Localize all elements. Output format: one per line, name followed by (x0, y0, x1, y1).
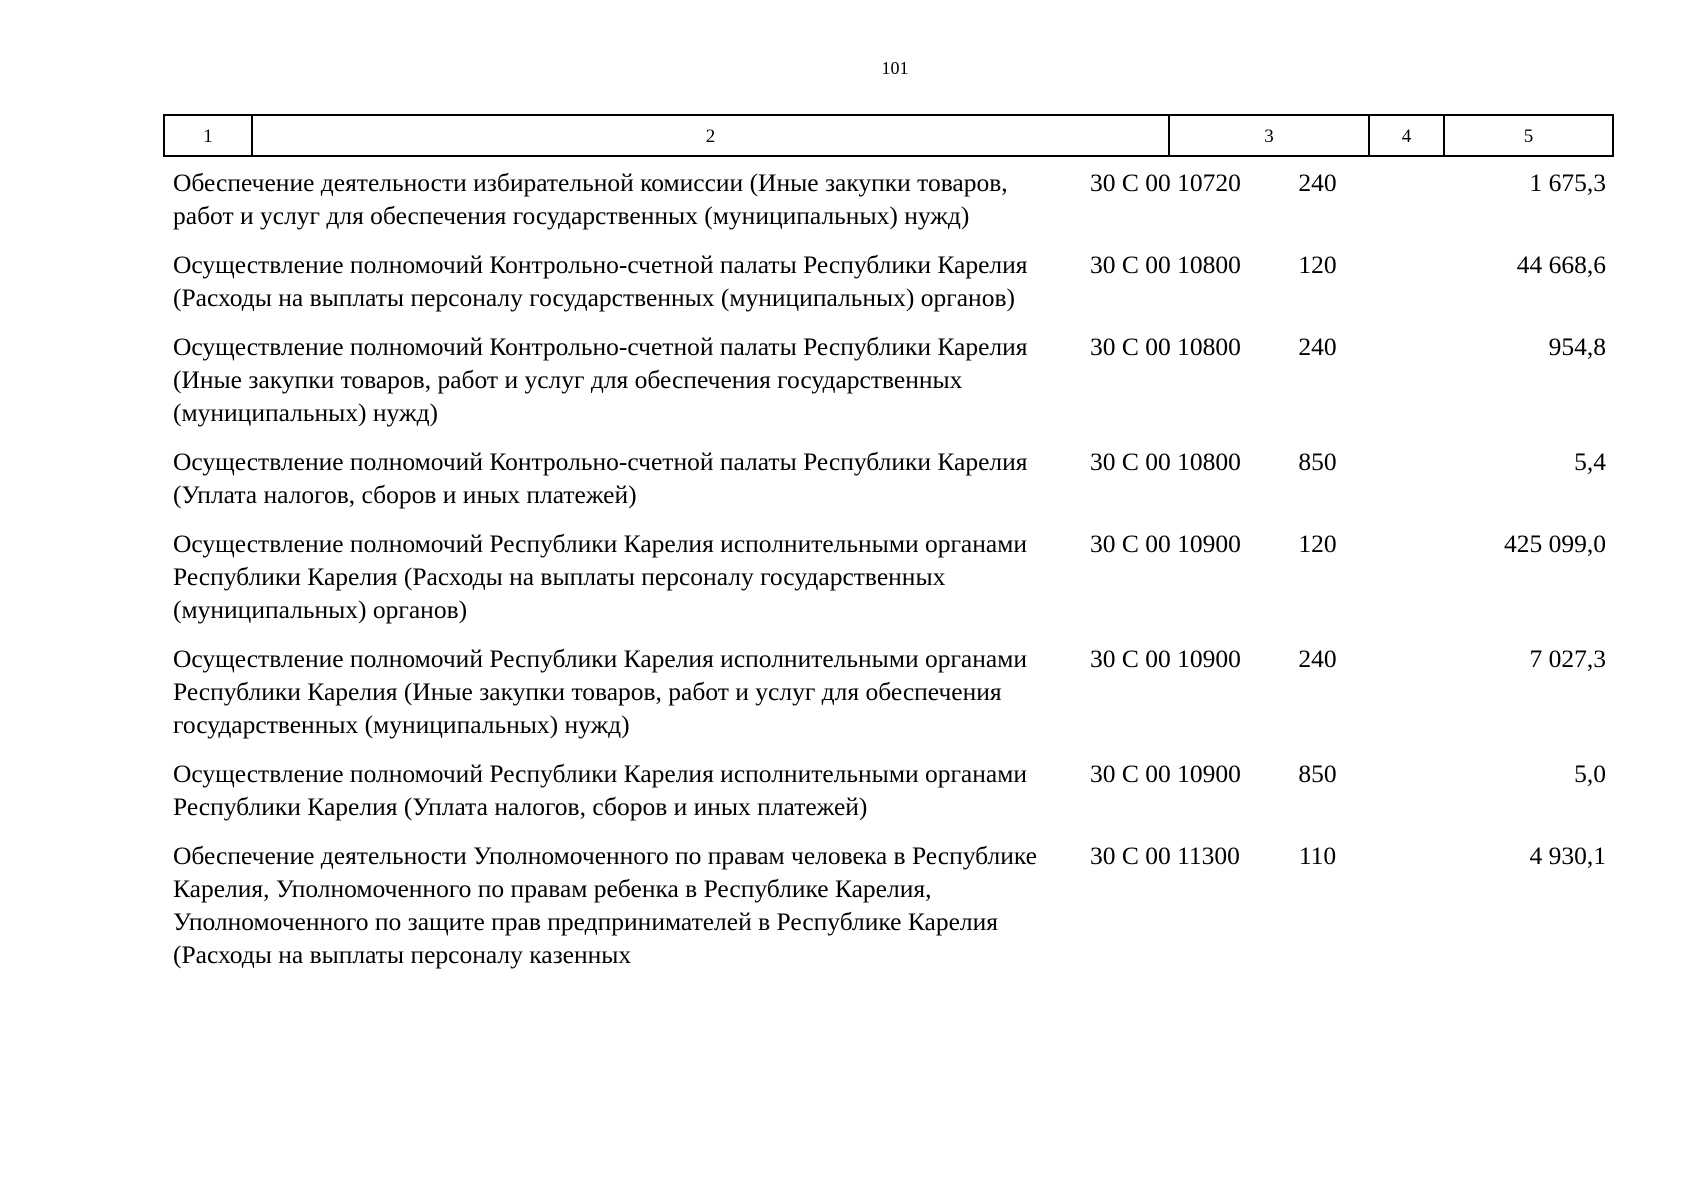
row-expense-type: 110 (1298, 841, 1337, 870)
row-description: Осуществление полномочий Контрольно-счетной палаты Республики Карелия (Расходы на выплаты персоналу государственных (муниципальных) органов) (173, 250, 1028, 312)
row-target-code: 30 С 00 10900 (1090, 759, 1241, 788)
row-description: Обеспечение деятельности Уполномоченного по правам человека в Республике Карелия, Уполномоченного по правам ребенка в Республике Карелия, Уполномоченного по защите прав предпринимателей в Республике Карелия (Расходы на выплаты персоналу казенных (173, 841, 1037, 969)
column-header-1: 1 (203, 125, 213, 147)
row-amount: 954,8 (1548, 332, 1606, 361)
row-amount: 4 930,1 (1529, 841, 1606, 870)
row-amount: 44 668,6 (1516, 250, 1606, 279)
row-description: Обеспечение деятельности избирательной комиссии (Иные закупки товаров, работ и услуг для обеспечения государственных (муниципальных) нужд) (173, 168, 1008, 230)
table-row (163, 445, 1614, 511)
table-row (163, 642, 1614, 741)
column-header-2: 2 (251, 116, 1168, 155)
table-body (163, 166, 1614, 987)
row-target-code: 30 С 00 10800 (1090, 332, 1241, 361)
row-amount: 425 099,0 (1504, 529, 1606, 558)
table-row (163, 248, 1614, 314)
column-header-5: 5 (1443, 116, 1612, 155)
row-expense-type: 240 (1298, 332, 1337, 361)
row-target-code: 30 С 00 10800 (1090, 250, 1241, 279)
table-header-row (163, 114, 1614, 157)
row-expense-type: 850 (1298, 759, 1337, 788)
row-amount: 5,4 (1574, 447, 1606, 476)
table-row (163, 527, 1614, 626)
row-target-code: 30 С 00 10900 (1090, 529, 1241, 558)
table-row (163, 166, 1614, 232)
row-target-code: 30 С 00 10800 (1090, 447, 1241, 476)
row-description: Осуществление полномочий Республики Карелия исполнительными органами Республики Карелия (Расходы на выплаты персоналу государственных (муниципальных) органов) (173, 529, 1028, 624)
table-row (163, 839, 1614, 971)
column-header-3: 3 (1168, 116, 1368, 155)
row-description: Осуществление полномочий Контрольно-счетной палаты Республики Карелия (Иные закупки товаров, работ и услуг для обеспечения государственных (муниципальных) нужд) (173, 332, 1028, 427)
row-description: Осуществление полномочий Республики Карелия исполнительными органами Республики Карелия (Иные закупки товаров, работ и услуг для обеспечения государственных (муниципальных) нужд) (173, 644, 1028, 739)
row-amount: 7 027,3 (1529, 644, 1606, 673)
row-expense-type: 240 (1298, 168, 1337, 197)
row-amount: 1 675,3 (1529, 168, 1606, 197)
row-expense-type: 120 (1298, 529, 1337, 558)
row-expense-type: 120 (1298, 250, 1337, 279)
row-description: Осуществление полномочий Контрольно-счетной палаты Республики Карелия (Уплата налогов, сборов и иных платежей) (173, 447, 1028, 509)
table-row (163, 330, 1614, 429)
row-expense-type: 240 (1298, 644, 1337, 673)
table-row (163, 757, 1614, 823)
row-target-code: 30 С 00 11300 (1090, 841, 1240, 870)
column-header-4: 4 (1368, 116, 1443, 155)
row-expense-type: 850 (1298, 447, 1337, 476)
row-description: Осуществление полномочий Республики Карелия исполнительными органами Республики Карелия (Уплата налогов, сборов и иных платежей) (173, 759, 1028, 821)
row-amount: 5,0 (1574, 759, 1606, 788)
page-number: 101 (881, 58, 909, 78)
row-target-code: 30 С 00 10720 (1090, 168, 1241, 197)
row-target-code: 30 С 00 10900 (1090, 644, 1241, 673)
